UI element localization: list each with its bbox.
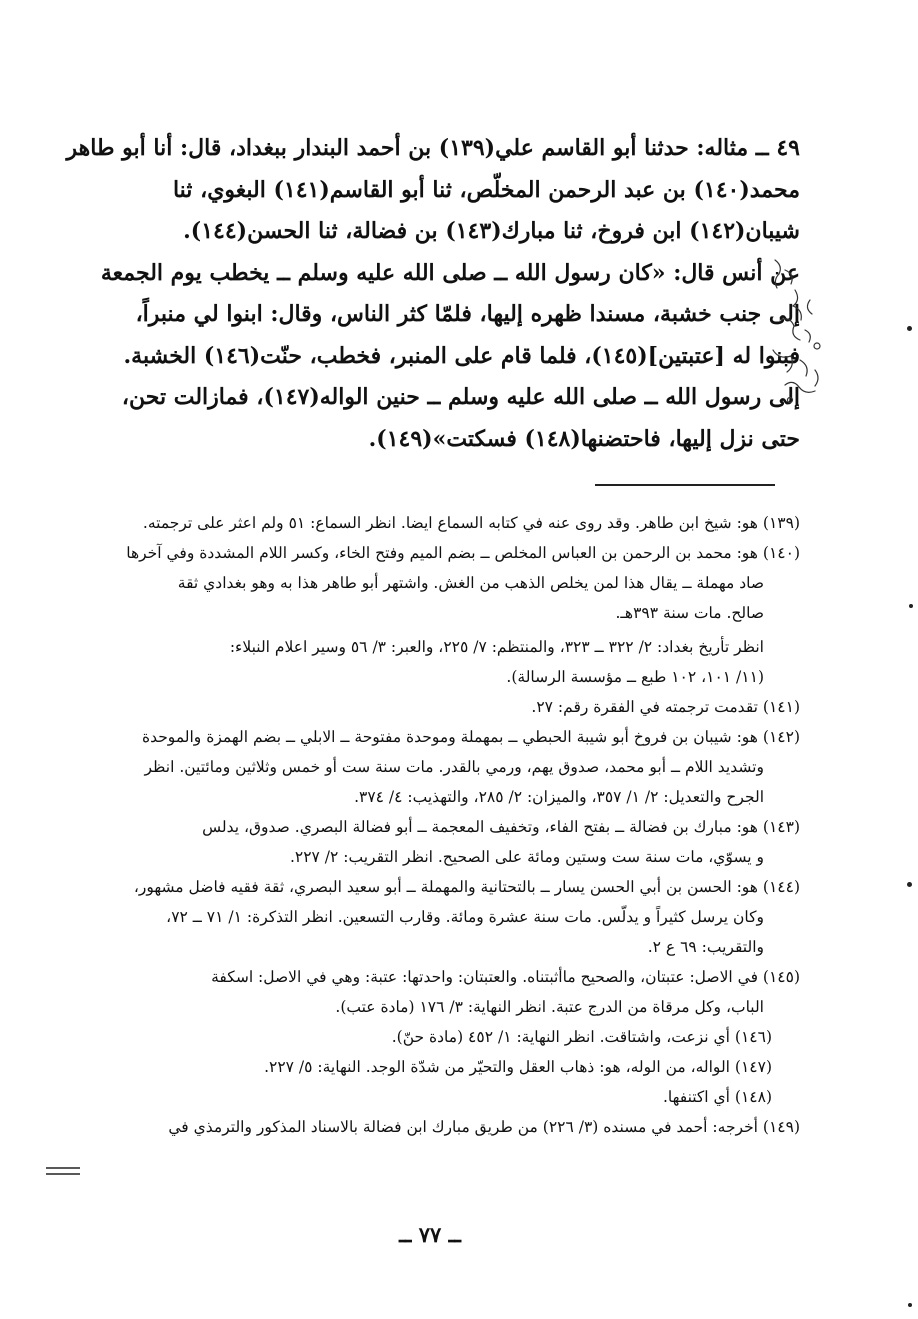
footnote-separator <box>595 484 775 486</box>
main-text-line: محمد(١٤٠) بن عبد الرحمن المخلّص، ثنا أبو القاسم(١٤١) البغوي، ثنا <box>172 176 800 203</box>
main-text-line: إلى رسول الله ــ صلى الله عليه وسلم ــ حنين الواله(١٤٧)، فمازالت تحن، <box>121 384 800 410</box>
footnote-line: (١٤٨) أي اكتنفها. <box>662 1088 772 1106</box>
main-text-block <box>66 128 800 460</box>
handwritten-margin-note <box>755 250 845 420</box>
footnote-line: انظر تأريخ بغداد: ٢/ ٣٢٢ ــ ٣٢٣، والمنتظم: ٧/ ٢٢٥، والعبر: ٣/ ٥٦ وسير اعلام النبلاء: <box>229 638 764 656</box>
footnote-line: الباب، وكل مرقاة من الدرج عتبة. انظر النهاية: ٣/ ١٧٦ (مادة عتب). <box>335 998 764 1016</box>
footnote-line: (١١/ ١٠١، ١٠٢ طبع ــ مؤسسة الرسالة). <box>506 668 764 686</box>
main-text-line: عن أنس قال: «كان رسول الله ــ صلى الله عليه وسلم ــ يخطب يوم الجمعة <box>100 259 800 286</box>
scan-speck <box>909 604 913 608</box>
main-text-line: حتى نزل إليها، فاحتضنها(١٤٨) فسكتت»(١٤٩). <box>368 425 800 452</box>
footnote-line: (١٤٧) الواله، من الوله، هو: ذهاب العقل والتحيّر من شدّة الوجد. النهاية: ٥/ ٢٢٧. <box>264 1058 772 1076</box>
footnote-line: (١٤٣) هو: مبارك بن فضالة ــ بفتح الفاء، وتخفيف المعجمة ــ أبو فضالة البصري. صدوق، يدلس <box>202 818 800 836</box>
main-text-line: ٤٩ ــ مثاله: حدثنا أبو القاسم علي(١٣٩) بن أحمد البندار ببغداد، قال: أنا أبو طاهر <box>66 135 800 161</box>
footnote-line: (١٤٠) هو: محمد بن الرحمن بن العباس المخلص ــ بضم الميم وفتح الخاء، وكسر اللام المشددة وفي آخرها <box>126 544 800 562</box>
footnote-line: (١٤٢) هو: شيبان بن فروخ أبو شيبة الحبطي ــ بمهملة وموحدة مفتوحة ــ الابلي ــ بضم الهمزة والموحدة <box>141 728 800 746</box>
footnote-line: (١٣٩) هو: شيخ ابن طاهر. وقد روى عنه في كتابه السماع ايضا. انظر السماع: ٥١ ولم اعثر على ترجمته. <box>142 514 800 532</box>
footnote-line: (١٤١) تقدمت ترجمته في الفقرة رقم: ٢٧. <box>531 698 800 716</box>
scan-speck <box>908 1303 912 1307</box>
footnotes-block <box>105 508 800 1142</box>
footnote-line: الجرح والتعديل: ٢/ ١/ ٣٥٧، والميزان: ٢/ ٢٨٥، والتهذيب: ٤/ ٣٧٤. <box>354 788 764 806</box>
page-number: ــ ٧٧ ــ <box>399 1222 461 1247</box>
footnote-line: صاد مهملة ــ يقال هذا لمن يخلص الذهب من الغش. واشتهر أبو طاهر هذا به وهو بغدادي ثقة <box>177 574 764 592</box>
scan-speck <box>907 326 912 331</box>
main-text-line: فبنوا له [عتبتين](١٤٥)، فلما قام على المنبر، فخطب، حنّت(١٤٦) الخشبة. <box>123 342 800 369</box>
footnote-line: (١٤٤) هو: الحسن بن أبي الحسن يسار ــ بالتحتانية والمهملة ــ أبو سعيد البصري، ثقة فقيه فاضل مشهور، <box>133 878 800 896</box>
continuation-mark <box>46 1166 80 1176</box>
footnote-line: صالح. مات سنة ٣٩٣هـ. <box>615 604 764 622</box>
footnote-line: و يسوّي، مات سنة ست وستين ومائة على الصحيح. انظر التقريب: ٢/ ٢٢٧. <box>289 848 764 866</box>
footnote-line: وكان يرسل كثيراً و يدلّس. مات سنة عشرة ومائة. وقارب التسعين. انظر التذكرة: ١/ ٧١ ــ ٧٢، <box>166 908 764 926</box>
main-text-line: إلى جنب خشبة، مسندا ظهره إليها، فلمّا كثر الناس، وقال: ابنوا لي منبراً، <box>135 301 800 327</box>
footnote-line: (١٤٦) أي نزعت، واشتاقت. انظر النهاية: ١/ ٤٥٢ (مادة حنّ). <box>391 1028 772 1046</box>
main-text-line: شيبان(١٤٢) ابن فروخ، ثنا مبارك(١٤٣) بن فضالة، ثنا الحسن(١٤٤). <box>183 218 800 244</box>
footnote-line: وتشديد اللام ــ أبو محمد، صدوق يهم، ورمي بالقدر. مات سنة ست أو خمس وثلاثين ومائتين. انظر <box>144 758 764 776</box>
footnote-line: والتقريب: ٦٩ ع ٢. <box>647 938 764 956</box>
footnote-line: (١٤٥) في الاصل: عتبتان، والصحيح ماأثبتناه. والعتبتان: واحدتها: عتبة: وهي في الاصل: اسكفة <box>211 968 800 986</box>
footnote-line: (١٤٩) أخرجه: أحمد في مسنده (٣/ ٢٢٦) من طريق مبارك ابن فضالة بالاسناد المذكور والترمذي في <box>168 1118 800 1136</box>
scan-speck <box>907 882 912 887</box>
